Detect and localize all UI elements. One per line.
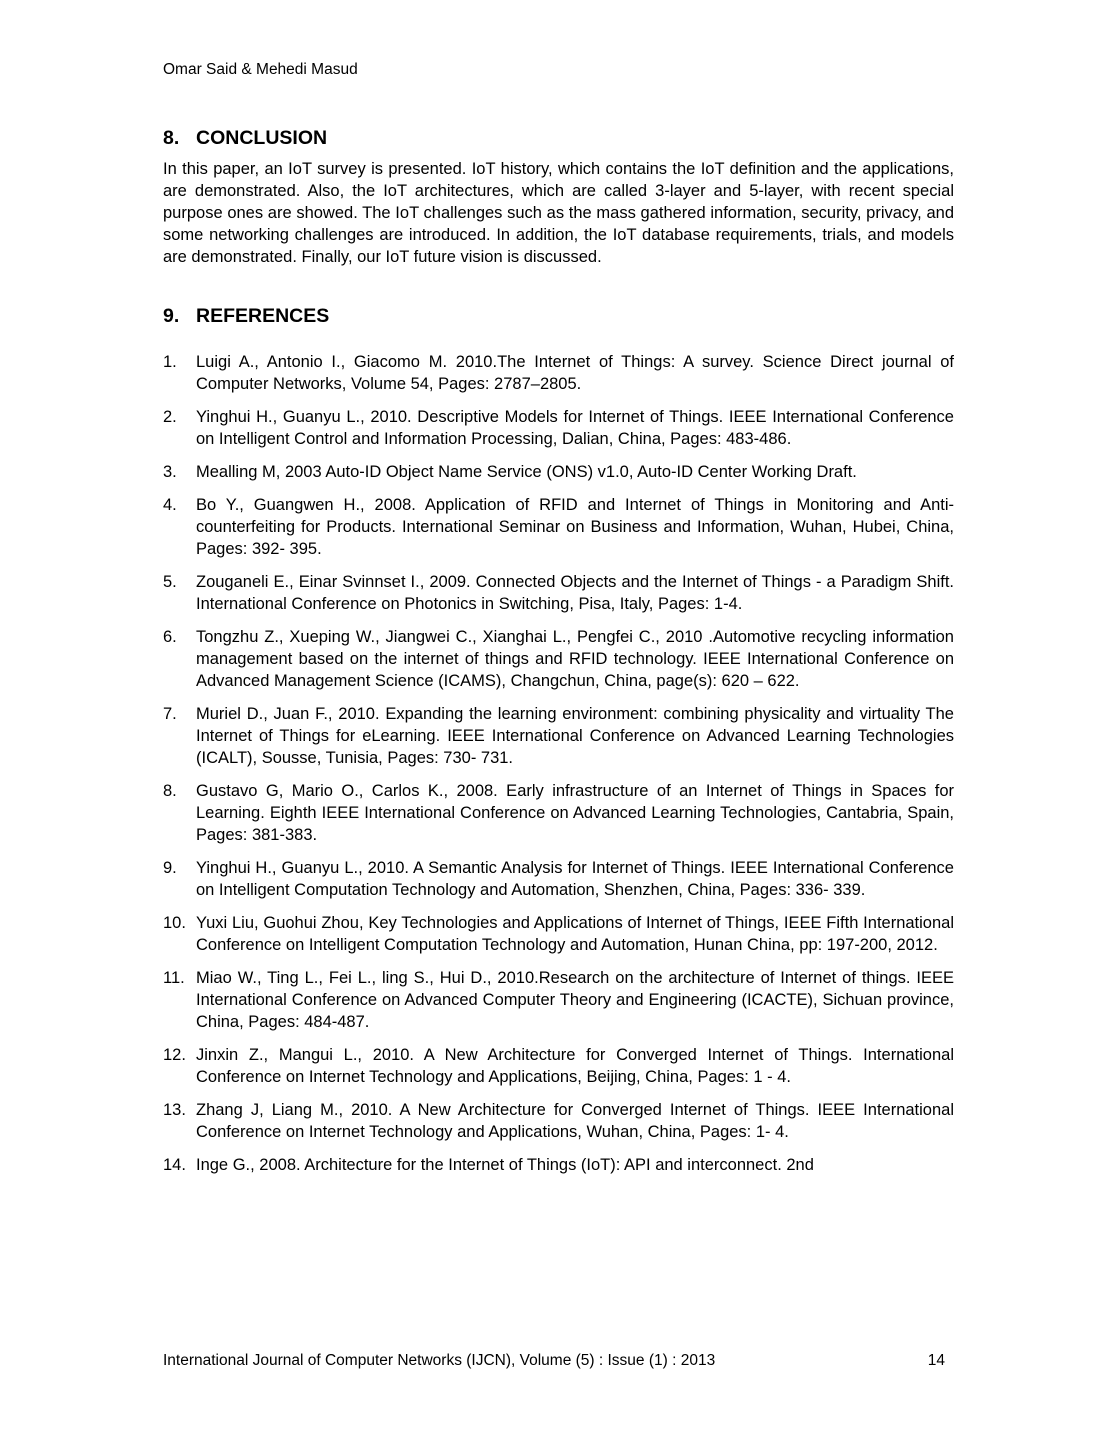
page-body xyxy=(163,126,954,1187)
reference-item xyxy=(163,571,954,615)
reference-item xyxy=(163,1099,954,1143)
reference-item xyxy=(163,1154,954,1176)
conclusion-heading-title: CONCLUSION xyxy=(196,127,328,149)
reference-number: 8. xyxy=(163,782,177,800)
reference-number: 3. xyxy=(163,463,177,481)
reference-number: 13. xyxy=(163,1101,186,1119)
reference-text: Zouganeli E., Einar Svinnset I., 2009. Connected Objects and the Internet of Things - a Paradigm Shift. International Conference on Photonics in Switching, Pisa, Italy, Pages: 1-4. xyxy=(196,573,954,613)
conclusion-paragraph: In this paper, an IoT survey is presented. IoT history, which contains the IoT definition and the applications, are demonstrated. Also, the IoT architectures, which are called 3-layer and 5-layer, with recent special purpose ones are showed. The IoT challenges such as the mass gathered information, security, privacy, and some networking challenges are introduced. In addition, the IoT database requirements, trials, and models are demonstrated. Finally, our IoT future vision is discussed. xyxy=(163,160,954,266)
reference-text: Jinxin Z., Mangui L., 2010. A New Architecture for Converged Internet of Things. International Conference on Internet Technology and Applications, Beijing, China, Pages: 1 - 4. xyxy=(196,1046,954,1086)
references-heading-number: 9. xyxy=(163,305,180,327)
reference-text: Miao W., Ting L., Fei L., ling S., Hui D., 2010.Research on the architecture of Internet of things. IEEE International Conference on Advanced Computer Theory and Engineering (ICACTE), Sichuan province, China, Pages: 484-487. xyxy=(196,969,954,1031)
footer-page-number: 14 xyxy=(927,1352,945,1369)
reference-number: 10. xyxy=(163,914,186,932)
reference-number: 5. xyxy=(163,573,177,591)
reference-text: Tongzhu Z., Xueping W., Jiangwei C., Xianghai L., Pengfei C., 2010 .Automotive recycling information management based on the internet of things and RFID technology. IEEE International Conference on Advanced Management Science (ICAMS), Changchun, China, page(s): 620 – 622. xyxy=(196,628,954,690)
references-heading-title: REFERENCES xyxy=(196,305,330,327)
reference-number: 9. xyxy=(163,859,177,877)
reference-number: 7. xyxy=(163,705,177,723)
reference-item xyxy=(163,494,954,560)
reference-item xyxy=(163,461,954,483)
footer-journal-line: International Journal of Computer Networks (IJCN), Volume (5) : Issue (1) : 2013 xyxy=(163,1352,716,1369)
reference-text: Mealling M, 2003 Auto-ID Object Name Service (ONS) v1.0, Auto-ID Center Working Draft. xyxy=(196,463,857,481)
reference-number: 12. xyxy=(163,1046,186,1064)
running-header-authors: Omar Said & Mehedi Masud xyxy=(163,61,358,78)
reference-number: 14. xyxy=(163,1156,186,1174)
reference-text: Bo Y., Guangwen H., 2008. Application of RFID and Internet of Things in Monitoring and Anti-counterfeiting for Products. International Seminar on Business and Information, Wuhan, Hubei, China, Pages: 392- 395. xyxy=(196,496,954,558)
reference-text: Yinghui H., Guanyu L., 2010. Descriptive Models for Internet of Things. IEEE International Conference on Intelligent Control and Information Processing, Dalian, China, Pages: 483-486. xyxy=(196,408,954,448)
page-footer xyxy=(163,1351,945,1371)
reference-item xyxy=(163,857,954,901)
reference-text: Inge G., 2008. Architecture for the Internet of Things (IoT): API and interconnect. 2nd xyxy=(196,1156,814,1174)
reference-item xyxy=(163,406,954,450)
conclusion-heading xyxy=(163,126,954,150)
reference-item xyxy=(163,912,954,956)
reference-number: 2. xyxy=(163,408,177,426)
reference-text: Yuxi Liu, Guohui Zhou, Key Technologies and Applications of Internet of Things, IEEE Fifth International Conference on Intelligent Computation Technology and Automation, Hunan China, pp: 197-200, 2012. xyxy=(196,914,954,954)
reference-number: 1. xyxy=(163,353,177,371)
reference-number: 4. xyxy=(163,496,177,514)
section-references xyxy=(163,304,954,1176)
reference-item xyxy=(163,780,954,846)
reference-number: 6. xyxy=(163,628,177,646)
reference-item xyxy=(163,967,954,1033)
reference-item xyxy=(163,351,954,395)
reference-text: Luigi A., Antonio I., Giacomo M. 2010.The Internet of Things: A survey. Science Direct journal of Computer Networks, Volume 54, Pages: 2787–2805. xyxy=(196,353,954,393)
references-list xyxy=(163,351,954,1176)
reference-item xyxy=(163,703,954,769)
conclusion-heading-number: 8. xyxy=(163,127,180,149)
reference-text: Gustavo G, Mario O., Carlos K., 2008. Early infrastructure of an Internet of Things in Spaces for Learning. Eighth IEEE International Conference on Advanced Learning Technologies, Cantabria, Spain, Pages: 381-383. xyxy=(196,782,954,844)
references-heading xyxy=(163,304,954,328)
reference-text: Zhang J, Liang M., 2010. A New Architecture for Converged Internet of Things. IEEE International Conference on Internet Technology and Applications, Wuhan, China, Pages: 1- 4. xyxy=(196,1101,954,1141)
reference-text: Muriel D., Juan F., 2010. Expanding the learning environment: combining physicality and virtuality The Internet of Things for eLearning. IEEE International Conference on Advanced Learning Technologies (ICALT), Sousse, Tunisia, Pages: 730- 731. xyxy=(196,705,954,767)
reference-number: 11. xyxy=(163,969,185,987)
reference-item xyxy=(163,626,954,692)
reference-text: Yinghui H., Guanyu L., 2010. A Semantic Analysis for Internet of Things. IEEE International Conference on Intelligent Computation Technology and Automation, Shenzhen, China, Pages: 336- 339. xyxy=(196,859,954,899)
reference-item xyxy=(163,1044,954,1088)
section-conclusion xyxy=(163,126,954,268)
